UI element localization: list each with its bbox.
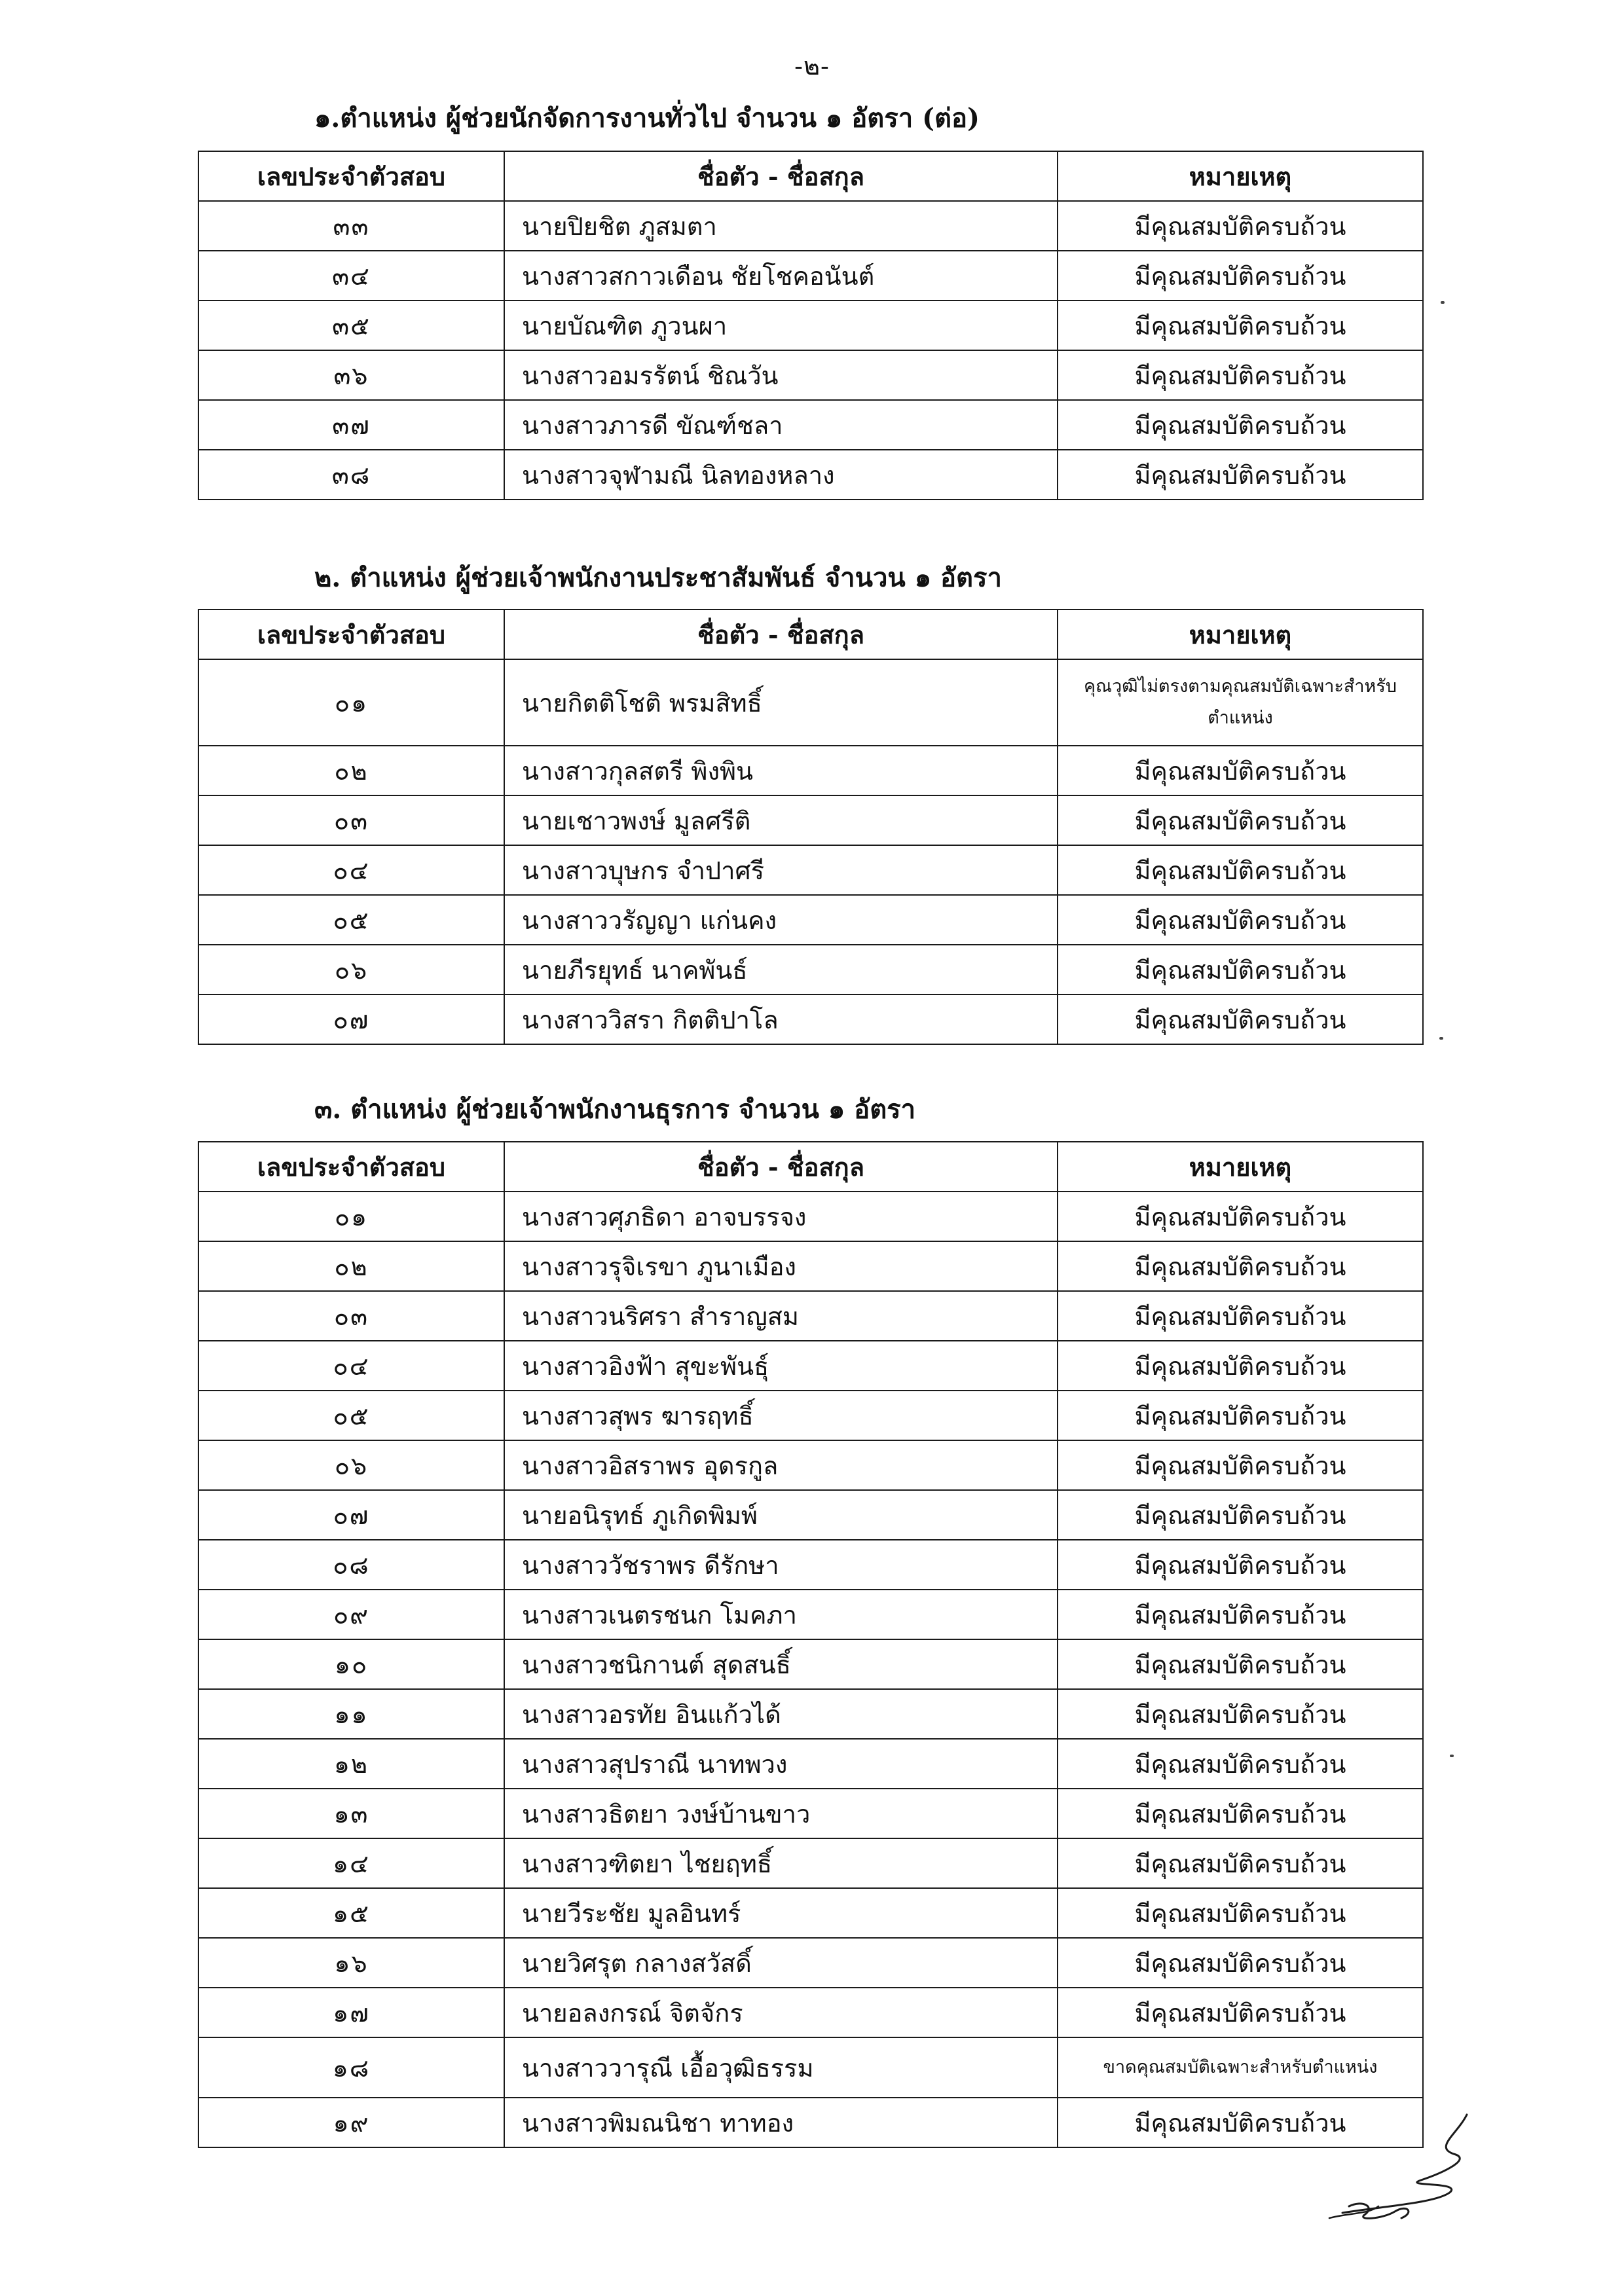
exam-id-cell: ๑๔	[198, 1838, 504, 1888]
remark-cell: มีคุณสมบัติครบถ้วน	[1058, 1440, 1423, 1490]
exam-id-cell: ๑๙	[198, 2098, 504, 2147]
remark-cell: มีคุณสมบัติครบถ้วน	[1058, 1291, 1423, 1341]
remark-cell: มีคุณสมบัติครบถ้วน	[1058, 1241, 1423, 1291]
remark-cell: มีคุณสมบัติครบถ้วน	[1058, 2098, 1423, 2147]
remark-cell: มีคุณสมบัติครบถ้วน	[1058, 994, 1423, 1044]
scan-speck	[1450, 1755, 1454, 1757]
header-remark: หมายเหตุ	[1058, 151, 1423, 201]
exam-id-cell: ๐๔	[198, 1341, 504, 1391]
full-name-cell: นางสาววรัญญา แก่นคง	[504, 895, 1058, 945]
full-name-cell: นางสาววิสรา กิตติปาโล	[504, 994, 1058, 1044]
full-name-cell: นางสาวนริศรา สำราญสม	[504, 1291, 1058, 1341]
full-name-cell: นายอนิรุทธ์ ภูเกิดพิมพ์	[504, 1490, 1058, 1540]
exam-id-cell: ๓๓	[198, 201, 504, 251]
scan-speck	[1439, 1037, 1443, 1040]
table-row	[198, 2098, 1423, 2147]
full-name-cell: นางสาวพิมณนิชา ทาทอง	[504, 2098, 1058, 2147]
table-row	[198, 1241, 1423, 1291]
table-row	[198, 1988, 1423, 2037]
table-row	[198, 1938, 1423, 1988]
table-row	[198, 1341, 1423, 1391]
full-name-cell: นายวีระชัย มูลอินทร์	[504, 1888, 1058, 1938]
remark-cell: มีคุณสมบัติครบถ้วน	[1058, 1192, 1423, 1241]
full-name-cell: นางสาวบุษกร จำปาศรี	[504, 845, 1058, 895]
remark-cell: มีคุณสมบัติครบถ้วน	[1058, 1789, 1423, 1838]
exam-id-cell: ๐๑	[198, 1192, 504, 1241]
full-name-cell: นางสาวฑิตยา ไชยฤทธิ์	[504, 1838, 1058, 1888]
table-header-row	[198, 1142, 1423, 1192]
table-header-row	[198, 610, 1423, 659]
table-row	[198, 450, 1423, 500]
exam-id-cell: ๐๓	[198, 1291, 504, 1341]
full-name-cell: นางสาวอมรรัตน์ ชิณวัน	[504, 350, 1058, 400]
exam-id-cell: ๐๓	[198, 795, 504, 845]
table-row	[198, 1838, 1423, 1888]
header-full-name: ชื่อตัว - ชื่อสกุล	[504, 1142, 1058, 1192]
table-row	[198, 1590, 1423, 1639]
header-remark: หมายเหตุ	[1058, 610, 1423, 659]
remark-cell: คุณวุฒิไม่ตรงตามคุณสมบัติเฉพาะสำหรับตำแหน่ง	[1058, 659, 1423, 746]
full-name-cell: นายวิศรุต กลางสวัสดิ์	[504, 1938, 1058, 1988]
exam-id-cell: ๐๖	[198, 1440, 504, 1490]
full-name-cell: นายปิยชิต ภูสมตา	[504, 201, 1058, 251]
exam-id-cell: ๑๘	[198, 2037, 504, 2098]
exam-id-cell: ๓๘	[198, 450, 504, 500]
remark-cell: มีคุณสมบัติครบถ้วน	[1058, 1490, 1423, 1540]
header-remark: หมายเหตุ	[1058, 1142, 1423, 1192]
header-exam-id: เลขประจำตัวสอบ	[198, 151, 504, 201]
table-row	[198, 845, 1423, 895]
header-full-name: ชื่อตัว - ชื่อสกุล	[504, 151, 1058, 201]
exam-id-cell: ๑๐	[198, 1639, 504, 1689]
full-name-cell: นางสาววารุณี เอื้อวุฒิธรรม	[504, 2037, 1058, 2098]
full-name-cell: นางสาวชนิกานต์ สุดสนธิ์	[504, 1639, 1058, 1689]
remark-cell: มีคุณสมบัติครบถ้วน	[1058, 845, 1423, 895]
table-row	[198, 1291, 1423, 1341]
table-row	[198, 659, 1423, 746]
table-row	[198, 895, 1423, 945]
remark-cell: ขาดคุณสมบัติเฉพาะสำหรับตำแหน่ง	[1058, 2037, 1423, 2098]
remark-cell: มีคุณสมบัติครบถ้วน	[1058, 795, 1423, 845]
exam-id-cell: ๐๕	[198, 1391, 504, 1440]
full-name-cell: นายอลงกรณ์ จิตจักร	[504, 1988, 1058, 2037]
section-heading-3: ๓. ตำแหน่ง ผู้ช่วยเจ้าพนักงานธุรการ จำนวน ๑ อัตรา	[314, 1094, 916, 1125]
remark-cell: มีคุณสมบัติครบถ้วน	[1058, 350, 1423, 400]
exam-id-cell: ๑๗	[198, 1988, 504, 2037]
full-name-cell: นางสาวสกาวเดือน ชัยโชคอนันต์	[504, 251, 1058, 301]
header-exam-id: เลขประจำตัวสอบ	[198, 1142, 504, 1192]
section-heading-2: ๒. ตำแหน่ง ผู้ช่วยเจ้าพนักงานประชาสัมพันธ์ จำนวน ๑ อัตรา	[314, 562, 1002, 593]
candidate-table-2	[198, 609, 1424, 1045]
remark-cell: มีคุณสมบัติครบถ้วน	[1058, 400, 1423, 450]
remark-cell: มีคุณสมบัติครบถ้วน	[1058, 201, 1423, 251]
scan-speck	[1441, 301, 1445, 304]
remark-cell: มีคุณสมบัติครบถ้วน	[1058, 945, 1423, 994]
table-row	[198, 795, 1423, 845]
table-row	[198, 201, 1423, 251]
remark-cell: มีคุณสมบัติครบถ้วน	[1058, 1391, 1423, 1440]
section-heading-1: ๑.ตำแหน่ง ผู้ช่วยนักจัดการงานทั่วไป จำนวน ๑ อัตรา (ต่อ)	[314, 103, 980, 134]
exam-id-cell: ๐๗	[198, 1490, 504, 1540]
remark-cell: มีคุณสมบัติครบถ้วน	[1058, 1590, 1423, 1639]
table-row	[198, 1789, 1423, 1838]
exam-id-cell: ๐๙	[198, 1590, 504, 1639]
table-row	[198, 1540, 1423, 1590]
exam-id-cell: ๑๖	[198, 1938, 504, 1988]
table-row	[198, 746, 1423, 795]
exam-id-cell: ๐๒	[198, 746, 504, 795]
table-row	[198, 1689, 1423, 1739]
remark-cell: มีคุณสมบัติครบถ้วน	[1058, 1540, 1423, 1590]
full-name-cell: นางสาวเนตรชนก โมคภา	[504, 1590, 1058, 1639]
full-name-cell: นางสาวศุภธิดา อาจบรรจง	[504, 1192, 1058, 1241]
full-name-cell: นางสาวสุพร ฆารฤทธิ์	[504, 1391, 1058, 1440]
table-row	[198, 350, 1423, 400]
remark-cell: มีคุณสมบัติครบถ้วน	[1058, 301, 1423, 350]
full-name-cell: นางสาวรุจิเรขา ภูนาเมือง	[504, 1241, 1058, 1291]
table-row	[198, 1440, 1423, 1490]
exam-id-cell: ๓๗	[198, 400, 504, 450]
exam-id-cell: ๑๑	[198, 1689, 504, 1739]
remark-cell: มีคุณสมบัติครบถ้วน	[1058, 895, 1423, 945]
full-name-cell: นางสาวสุปราณี นาทพวง	[504, 1739, 1058, 1789]
exam-id-cell: ๑๕	[198, 1888, 504, 1938]
remark-cell: มีคุณสมบัติครบถ้วน	[1058, 1341, 1423, 1391]
table-row	[198, 1490, 1423, 1540]
remark-cell: มีคุณสมบัติครบถ้วน	[1058, 1938, 1423, 1988]
header-full-name: ชื่อตัว - ชื่อสกุล	[504, 610, 1058, 659]
exam-id-cell: ๑๓	[198, 1789, 504, 1838]
table-header-row	[198, 151, 1423, 201]
remark-cell: มีคุณสมบัติครบถ้วน	[1058, 1888, 1423, 1938]
candidate-table-1	[198, 151, 1424, 500]
table-row	[198, 1639, 1423, 1689]
remark-cell: มีคุณสมบัติครบถ้วน	[1058, 746, 1423, 795]
table-row	[198, 994, 1423, 1044]
full-name-cell: นางสาวธิตยา วงษ์บ้านขาว	[504, 1789, 1058, 1838]
remark-cell: มีคุณสมบัติครบถ้วน	[1058, 1838, 1423, 1888]
handwritten-signature	[1303, 2108, 1500, 2226]
exam-id-cell: ๐๘	[198, 1540, 504, 1590]
full-name-cell: นายภีรยุทธ์ นาคพันธ์	[504, 945, 1058, 994]
exam-id-cell: ๐๕	[198, 895, 504, 945]
full-name-cell: นางสาวกุลสตรี พิงพิน	[504, 746, 1058, 795]
full-name-cell: นายบัณฑิต ภูวนผา	[504, 301, 1058, 350]
exam-id-cell: ๐๔	[198, 845, 504, 895]
candidate-table-3	[198, 1141, 1424, 2148]
exam-id-cell: ๓๖	[198, 350, 504, 400]
table-row	[198, 1391, 1423, 1440]
full-name-cell: นางสาวภารดี ขัณฑ์ชลา	[504, 400, 1058, 450]
full-name-cell: นางสาวจุฬามณี นิลทองหลาง	[504, 450, 1058, 500]
full-name-cell: นางสาวอิงฟ้า สุขะพันธุ์	[504, 1341, 1058, 1391]
table-row	[198, 2037, 1423, 2098]
remark-cell: มีคุณสมบัติครบถ้วน	[1058, 1739, 1423, 1789]
full-name-cell: นายกิตติโชติ พรมสิทธิ์	[504, 659, 1058, 746]
full-name-cell: นางสาวอิสราพร อุดรกูล	[504, 1440, 1058, 1490]
table-row	[198, 1739, 1423, 1789]
remark-cell: มีคุณสมบัติครบถ้วน	[1058, 1988, 1423, 2037]
exam-id-cell: ๑๒	[198, 1739, 504, 1789]
full-name-cell: นายเชาวพงษ์ มูลศรีติ	[504, 795, 1058, 845]
header-exam-id: เลขประจำตัวสอบ	[198, 610, 504, 659]
remark-cell: มีคุณสมบัติครบถ้วน	[1058, 450, 1423, 500]
exam-id-cell: ๐๒	[198, 1241, 504, 1291]
page-number: -๒-	[794, 52, 830, 81]
table-row	[198, 1192, 1423, 1241]
exam-id-cell: ๓๕	[198, 301, 504, 350]
exam-id-cell: ๐๑	[198, 659, 504, 746]
exam-id-cell: ๐๖	[198, 945, 504, 994]
remark-cell: มีคุณสมบัติครบถ้วน	[1058, 1689, 1423, 1739]
table-row	[198, 1888, 1423, 1938]
exam-id-cell: ๓๔	[198, 251, 504, 301]
full-name-cell: นางสาวอรทัย อินแก้วได้	[504, 1689, 1058, 1739]
table-row	[198, 400, 1423, 450]
exam-id-cell: ๐๗	[198, 994, 504, 1044]
remark-cell: มีคุณสมบัติครบถ้วน	[1058, 1639, 1423, 1689]
remark-cell: มีคุณสมบัติครบถ้วน	[1058, 251, 1423, 301]
table-row	[198, 251, 1423, 301]
table-row	[198, 301, 1423, 350]
full-name-cell: นางสาววัชราพร ดีรักษา	[504, 1540, 1058, 1590]
table-row	[198, 945, 1423, 994]
